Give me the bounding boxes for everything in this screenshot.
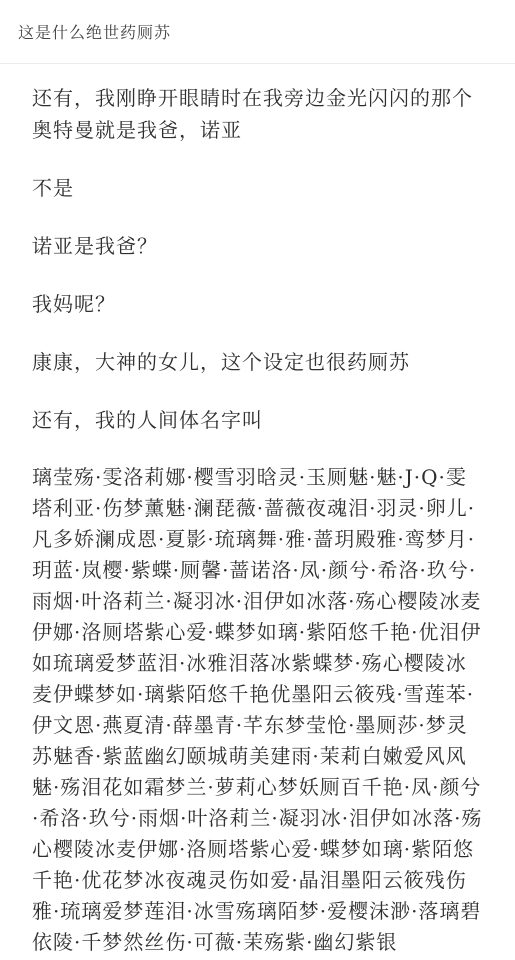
paragraph-5: 康康，大神的女儿，这个设定也很药厕苏 — [32, 350, 410, 374]
paragraph-3: 诺亚是我爸？ — [32, 234, 158, 258]
paragraph-6: 还有，我的人间体名字叫 — [32, 408, 263, 432]
paragraph-2: 不是 — [32, 176, 74, 200]
paragraph-name-list: 璃莹殇·雯洛莉娜·樱雪羽晗灵·玉厕魅·魅·J·Q·雯塔利亚·伤梦薰魅·澜琵薇·蔷薇夜魂泪·羽灵·卵儿·凡多娇澜成恩·夏影·琉璃舞·雅·蔷玥殿雅·鸾梦月·玥蓝·岚樱·紫蝶·厕馨·蔷诺洛·凤·颜兮·希洛·玖兮·雨烟·叶洛莉兰·凝羽冰·泪伊如冰落·殇心樱陵冰麦伊娜·洛厕塔紫心爱·蝶梦如璃·紫陌悠千艳·优泪伊如琉璃爱梦蓝泪·冰雅泪落冰紫蝶梦·殇心樱陵冰麦伊蝶梦如·璃紫陌悠千艳优墨阳云筱残·雪莲苯·伊文恩·燕夏清·薛墨青·芊东梦莹怆·墨厕莎·梦灵苏魅香·紫蓝幽幻颐城萌美建雨·茉莉白嫩爱风风魅·殇泪花如霜梦兰·萝莉心梦妖厕百千艳·凤·颜兮·希洛·玖兮·雨烟·叶洛莉兰·凝羽冰·泪伊如冰落·殇心樱陵冰麦伊娜·洛厕塔紫心爱·蝶梦如璃·紫陌悠千艳·优花梦冰夜魂灵伤如爱·晶泪墨阳云筱残伤雅·琉璃爱梦莲泪·冰雪殇璃陌梦·爱樱沫渺·落璃碧依陵·千梦然丝伤·可薇·茉殇紫·幽幻紫银 — [32, 465, 483, 954]
top-bar — [0, 0, 515, 64]
paragraph-4: 我妈呢？ — [32, 292, 116, 316]
page-title: 这是什么绝世药厕苏 — [18, 23, 172, 42]
post-body — [0, 64, 515, 958]
paragraph-1: 还有，我刚睁开眼睛时在我旁边金光闪闪的那个奥特曼就是我爸，诺亚 — [32, 86, 473, 142]
